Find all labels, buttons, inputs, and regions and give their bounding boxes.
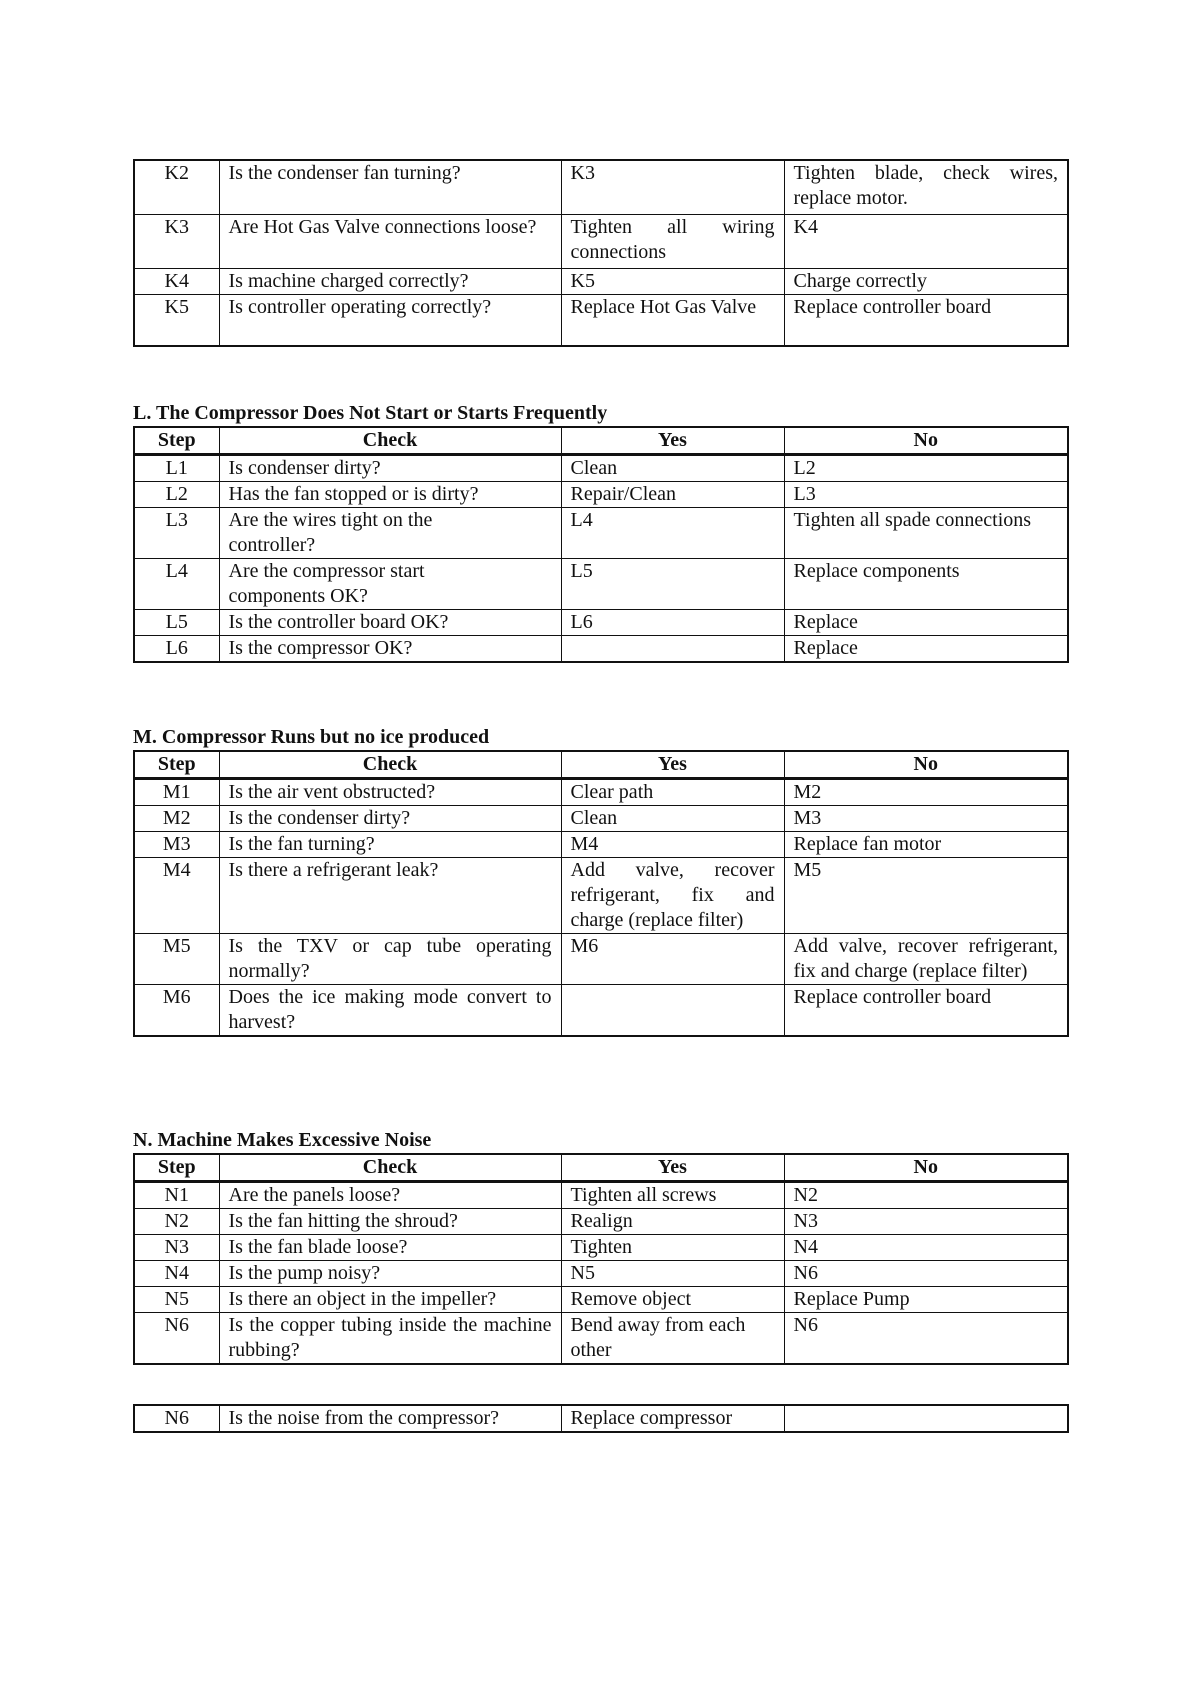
table-row [134, 482, 1068, 508]
no-cell: N3 [784, 1209, 1068, 1235]
yes-cell: Replace Hot Gas Valve [561, 294, 784, 346]
no-cell: N4 [784, 1235, 1068, 1261]
check-cell: Is the pump noisy? [219, 1261, 561, 1287]
table-row [134, 1235, 1068, 1261]
check-cell: Is the fan blade loose? [219, 1235, 561, 1261]
check-cell: Is the TXV or cap tube operating normally? [219, 934, 561, 985]
no-cell: L2 [784, 455, 1068, 482]
table-row [134, 508, 1068, 559]
yes-cell: Tighten all screws [561, 1182, 784, 1209]
step-cell: L1 [134, 455, 219, 482]
check-cell: Is controller operating correctly? [219, 294, 561, 346]
table-row [134, 1287, 1068, 1313]
table-row [134, 1209, 1068, 1235]
header-check: Check [219, 427, 561, 455]
table-row [134, 559, 1068, 610]
check-cell: Does the ice making mode convert to harvest? [219, 985, 561, 1037]
header-no: No [784, 751, 1068, 779]
yes-cell: N5 [561, 1261, 784, 1287]
yes-cell: Realign [561, 1209, 784, 1235]
header-check: Check [219, 1154, 561, 1182]
step-cell: L5 [134, 610, 219, 636]
table-header-row [134, 751, 1068, 779]
section-m-title: M. Compressor Runs but no ice produced [133, 726, 490, 748]
section-n-title: N. Machine Makes Excessive Noise [133, 1129, 432, 1151]
header-no: No [784, 1154, 1068, 1182]
step-cell: L3 [134, 508, 219, 559]
header-yes: Yes [561, 1154, 784, 1182]
step-cell: L4 [134, 559, 219, 610]
step-cell: N6 [134, 1313, 219, 1365]
table-k [133, 159, 1069, 347]
header-step: Step [134, 427, 219, 455]
no-cell: N6 [784, 1261, 1068, 1287]
step-cell: K5 [134, 294, 219, 346]
check-cell: Is the condenser dirty? [219, 806, 561, 832]
check-cell: Is the fan turning? [219, 832, 561, 858]
step-cell: L6 [134, 636, 219, 663]
step-cell: M6 [134, 985, 219, 1037]
step-cell: K2 [134, 160, 219, 214]
header-step: Step [134, 1154, 219, 1182]
check-cell: Is the compressor OK? [219, 636, 561, 663]
no-cell: M2 [784, 779, 1068, 806]
no-cell: Replace controller board [784, 985, 1068, 1037]
table-row [134, 1182, 1068, 1209]
header-yes: Yes [561, 751, 784, 779]
check-cell: Is there an object in the impeller? [219, 1287, 561, 1313]
yes-cell: L5 [561, 559, 784, 610]
step-cell: K3 [134, 214, 219, 268]
step-cell: M2 [134, 806, 219, 832]
step-cell: L2 [134, 482, 219, 508]
header-step: Step [134, 751, 219, 779]
check-cell: Is the noise from the compressor? [219, 1405, 561, 1432]
check-cell: Are the panels loose? [219, 1182, 561, 1209]
step-cell: M5 [134, 934, 219, 985]
check-cell: Are Hot Gas Valve connections loose? [219, 214, 561, 268]
check-cell: Has the fan stopped or is dirty? [219, 482, 561, 508]
yes-cell: Repair/Clean [561, 482, 784, 508]
no-cell: Replace controller board [784, 294, 1068, 346]
table-n-extra [133, 1404, 1069, 1433]
yes-cell: K3 [561, 160, 784, 214]
check-cell: Is machine charged correctly? [219, 268, 561, 294]
yes-cell: Tighten all wiring connections [561, 214, 784, 268]
yes-cell: L4 [561, 508, 784, 559]
table-l [133, 426, 1069, 663]
table-k-block [133, 159, 1067, 347]
yes-cell: M4 [561, 832, 784, 858]
no-cell [784, 1405, 1068, 1432]
check-cell: Is the controller board OK? [219, 610, 561, 636]
table-row [134, 1313, 1068, 1365]
yes-cell: Clean [561, 455, 784, 482]
table-m [133, 750, 1069, 1037]
yes-cell: Tighten [561, 1235, 784, 1261]
step-cell: M1 [134, 779, 219, 806]
table-n-block [133, 1153, 1067, 1365]
no-cell: Tighten all spade connections [784, 508, 1068, 559]
table-row [134, 985, 1068, 1037]
yes-cell: L6 [561, 610, 784, 636]
no-cell: N6 [784, 1313, 1068, 1365]
yes-cell: Add valve, recover refrigerant, fix and charge (replace filter) [561, 858, 784, 934]
header-check: Check [219, 751, 561, 779]
table-header-row [134, 1154, 1068, 1182]
yes-cell: Clear path [561, 779, 784, 806]
yes-cell: K5 [561, 268, 784, 294]
check-cell: Is condenser dirty? [219, 455, 561, 482]
yes-cell [561, 985, 784, 1037]
table-row [134, 214, 1068, 268]
table-row [134, 294, 1068, 346]
step-cell: M3 [134, 832, 219, 858]
check-cell: Is the air vent obstructed? [219, 779, 561, 806]
step-cell: N1 [134, 1182, 219, 1209]
table-row [134, 779, 1068, 806]
no-cell: Add valve, recover refrigerant, fix and charge (replace filter) [784, 934, 1068, 985]
table-row [134, 1261, 1068, 1287]
table-row [134, 160, 1068, 214]
no-cell: N2 [784, 1182, 1068, 1209]
table-row [134, 858, 1068, 934]
table-header-row [134, 427, 1068, 455]
table-row [134, 1405, 1068, 1432]
step-cell: N3 [134, 1235, 219, 1261]
check-cell: Is there a refrigerant leak? [219, 858, 561, 934]
table-row [134, 610, 1068, 636]
no-cell: Replace fan motor [784, 832, 1068, 858]
step-cell: N2 [134, 1209, 219, 1235]
header-no: No [784, 427, 1068, 455]
step-cell: K4 [134, 268, 219, 294]
table-row [134, 636, 1068, 663]
check-cell: Are the wires tight on the controller? [219, 508, 561, 559]
no-cell: Tighten blade, check wires, replace motor. [784, 160, 1068, 214]
check-cell: Is the copper tubing inside the machine rubbing? [219, 1313, 561, 1365]
table-l-block [133, 426, 1067, 663]
section-l-title: L. The Compressor Does Not Start or Starts Frequently [133, 402, 608, 424]
no-cell: L3 [784, 482, 1068, 508]
no-cell: M3 [784, 806, 1068, 832]
no-cell: K4 [784, 214, 1068, 268]
table-row [134, 268, 1068, 294]
check-cell: Is the fan hitting the shroud? [219, 1209, 561, 1235]
no-cell: M5 [784, 858, 1068, 934]
yes-cell: Bend away from each other [561, 1313, 784, 1365]
no-cell: Replace [784, 636, 1068, 663]
header-yes: Yes [561, 427, 784, 455]
step-cell: N6 [134, 1405, 219, 1432]
no-cell: Replace Pump [784, 1287, 1068, 1313]
step-cell: M4 [134, 858, 219, 934]
step-cell: N5 [134, 1287, 219, 1313]
check-cell: Are the compressor start components OK? [219, 559, 561, 610]
yes-cell [561, 636, 784, 663]
table-m-block [133, 750, 1067, 1037]
yes-cell: Remove object [561, 1287, 784, 1313]
check-cell: Is the condenser fan turning? [219, 160, 561, 214]
table-n [133, 1153, 1069, 1365]
table-row [134, 832, 1068, 858]
yes-cell: M6 [561, 934, 784, 985]
no-cell: Charge correctly [784, 268, 1068, 294]
yes-cell: Replace compressor [561, 1405, 784, 1432]
table-row [134, 806, 1068, 832]
no-cell: Replace [784, 610, 1068, 636]
table-row [134, 455, 1068, 482]
step-cell: N4 [134, 1261, 219, 1287]
table-row [134, 934, 1068, 985]
yes-cell: Clean [561, 806, 784, 832]
no-cell: Replace components [784, 559, 1068, 610]
table-n-extra-block [133, 1404, 1067, 1433]
